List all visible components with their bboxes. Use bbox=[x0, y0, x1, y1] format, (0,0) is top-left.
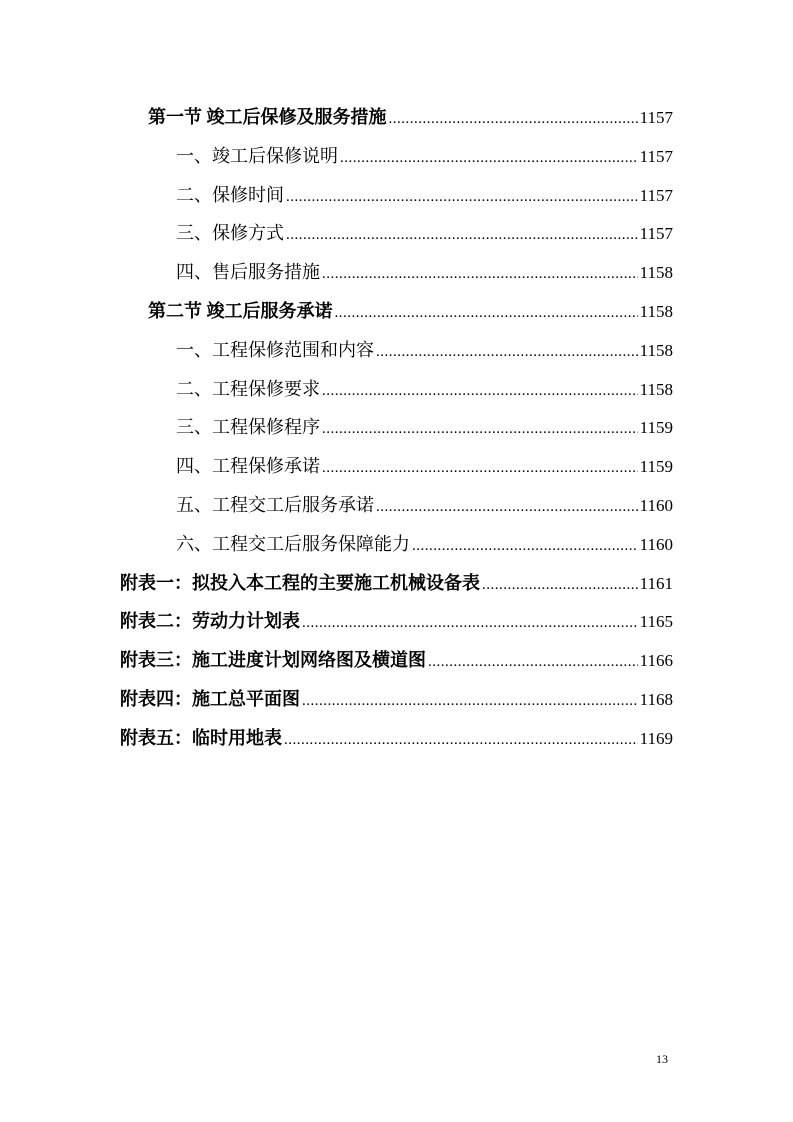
toc-entry-page: 1157 bbox=[639, 146, 673, 166]
toc-entry-title: 附表二：劳动力计划表 bbox=[120, 611, 300, 632]
toc-entry-page: 1158 bbox=[639, 301, 673, 321]
toc-entry[interactable] bbox=[0, 292, 673, 331]
toc-dot-leader bbox=[302, 604, 638, 643]
toc-entry-title: 三、保修方式 bbox=[176, 223, 284, 244]
toc-entry-title: 四、售后服务措施 bbox=[176, 262, 320, 283]
toc-entry[interactable] bbox=[0, 331, 673, 370]
toc-entry[interactable] bbox=[0, 98, 673, 137]
toc-dot-leader bbox=[322, 372, 638, 411]
toc-entry-page: 1160 bbox=[639, 495, 673, 515]
toc-entry-title: 第一节 竣工后保修及服务措施 bbox=[148, 107, 387, 127]
page-number: 13 bbox=[656, 1052, 668, 1066]
toc-dot-leader bbox=[322, 410, 638, 449]
toc-entry-page: 1157 bbox=[639, 224, 673, 244]
toc-entry-page: 1161 bbox=[639, 573, 673, 593]
toc-entry-title: 四、工程保修承诺 bbox=[176, 456, 320, 477]
toc-entry-page: 1169 bbox=[639, 728, 673, 748]
toc-entry-title: 二、工程保修要求 bbox=[176, 378, 320, 399]
toc-entry-title: 三、工程保修程序 bbox=[176, 417, 320, 438]
toc-entry-title: 二、保修时间 bbox=[176, 184, 284, 205]
toc-entry[interactable] bbox=[0, 408, 673, 447]
toc-entry-title: 附表三：施工进度计划网络图及横道图 bbox=[120, 650, 426, 671]
toc-dot-leader bbox=[428, 643, 638, 682]
toc-entry-page: 1160 bbox=[639, 534, 673, 554]
toc-entry-title: 第二节 竣工后服务承诺 bbox=[148, 300, 333, 321]
toc-entry[interactable] bbox=[0, 137, 673, 176]
toc-dot-leader bbox=[340, 139, 638, 178]
toc-entry-page: 1166 bbox=[639, 651, 673, 671]
toc-dot-leader bbox=[482, 566, 638, 605]
toc-entry-page: 1158 bbox=[639, 263, 673, 283]
toc-entry-page: 1159 bbox=[639, 418, 673, 438]
toc-entry[interactable] bbox=[0, 525, 673, 564]
toc-entry-title: 五、工程交工后服务承诺 bbox=[176, 494, 374, 515]
toc-entry-title: 六、工程交工后服务保障能力 bbox=[176, 533, 410, 554]
toc-entry-title: 附表一：拟投入本工程的主要施工机械设备表 bbox=[120, 572, 480, 593]
toc-entry-page: 1158 bbox=[639, 340, 673, 360]
toc-entry[interactable] bbox=[0, 486, 673, 525]
toc-entry-page: 1157 bbox=[639, 185, 673, 205]
toc-dot-leader bbox=[322, 449, 638, 488]
toc-entry[interactable] bbox=[0, 564, 673, 603]
toc-entry-page: 1158 bbox=[639, 379, 673, 399]
toc-dot-leader bbox=[376, 333, 638, 372]
toc-dot-leader bbox=[389, 100, 638, 139]
toc-entry[interactable] bbox=[0, 253, 673, 292]
toc-entry[interactable] bbox=[0, 214, 673, 253]
toc-entry-page: 1159 bbox=[639, 457, 673, 477]
toc-entry[interactable] bbox=[0, 370, 673, 409]
toc-dot-leader bbox=[284, 721, 638, 760]
toc-entry[interactable] bbox=[0, 176, 673, 215]
toc-entry[interactable] bbox=[0, 719, 673, 758]
toc-entry-title: 一、竣工后保修说明 bbox=[176, 145, 338, 166]
toc-dot-leader bbox=[286, 216, 638, 255]
toc-entry-page: 1165 bbox=[639, 612, 673, 632]
toc-entry-title: 附表四：施工总平面图 bbox=[120, 688, 300, 709]
toc-dot-leader bbox=[412, 527, 638, 566]
toc-dot-leader bbox=[302, 682, 638, 721]
toc-entry-page: 1168 bbox=[639, 689, 673, 709]
toc-dot-leader bbox=[322, 255, 638, 294]
toc-dot-leader bbox=[335, 294, 638, 333]
toc-dot-leader bbox=[376, 488, 638, 527]
toc-entry[interactable] bbox=[0, 447, 673, 486]
toc-dot-leader bbox=[286, 178, 638, 217]
table-of-contents bbox=[0, 98, 793, 758]
toc-entry-page: 1157 bbox=[639, 108, 673, 127]
toc-entry[interactable] bbox=[0, 680, 673, 719]
toc-entry-title: 附表五：临时用地表 bbox=[120, 727, 282, 748]
toc-entry[interactable] bbox=[0, 602, 673, 641]
toc-entry[interactable] bbox=[0, 641, 673, 680]
toc-entry-title: 一、工程保修范围和内容 bbox=[176, 339, 374, 360]
